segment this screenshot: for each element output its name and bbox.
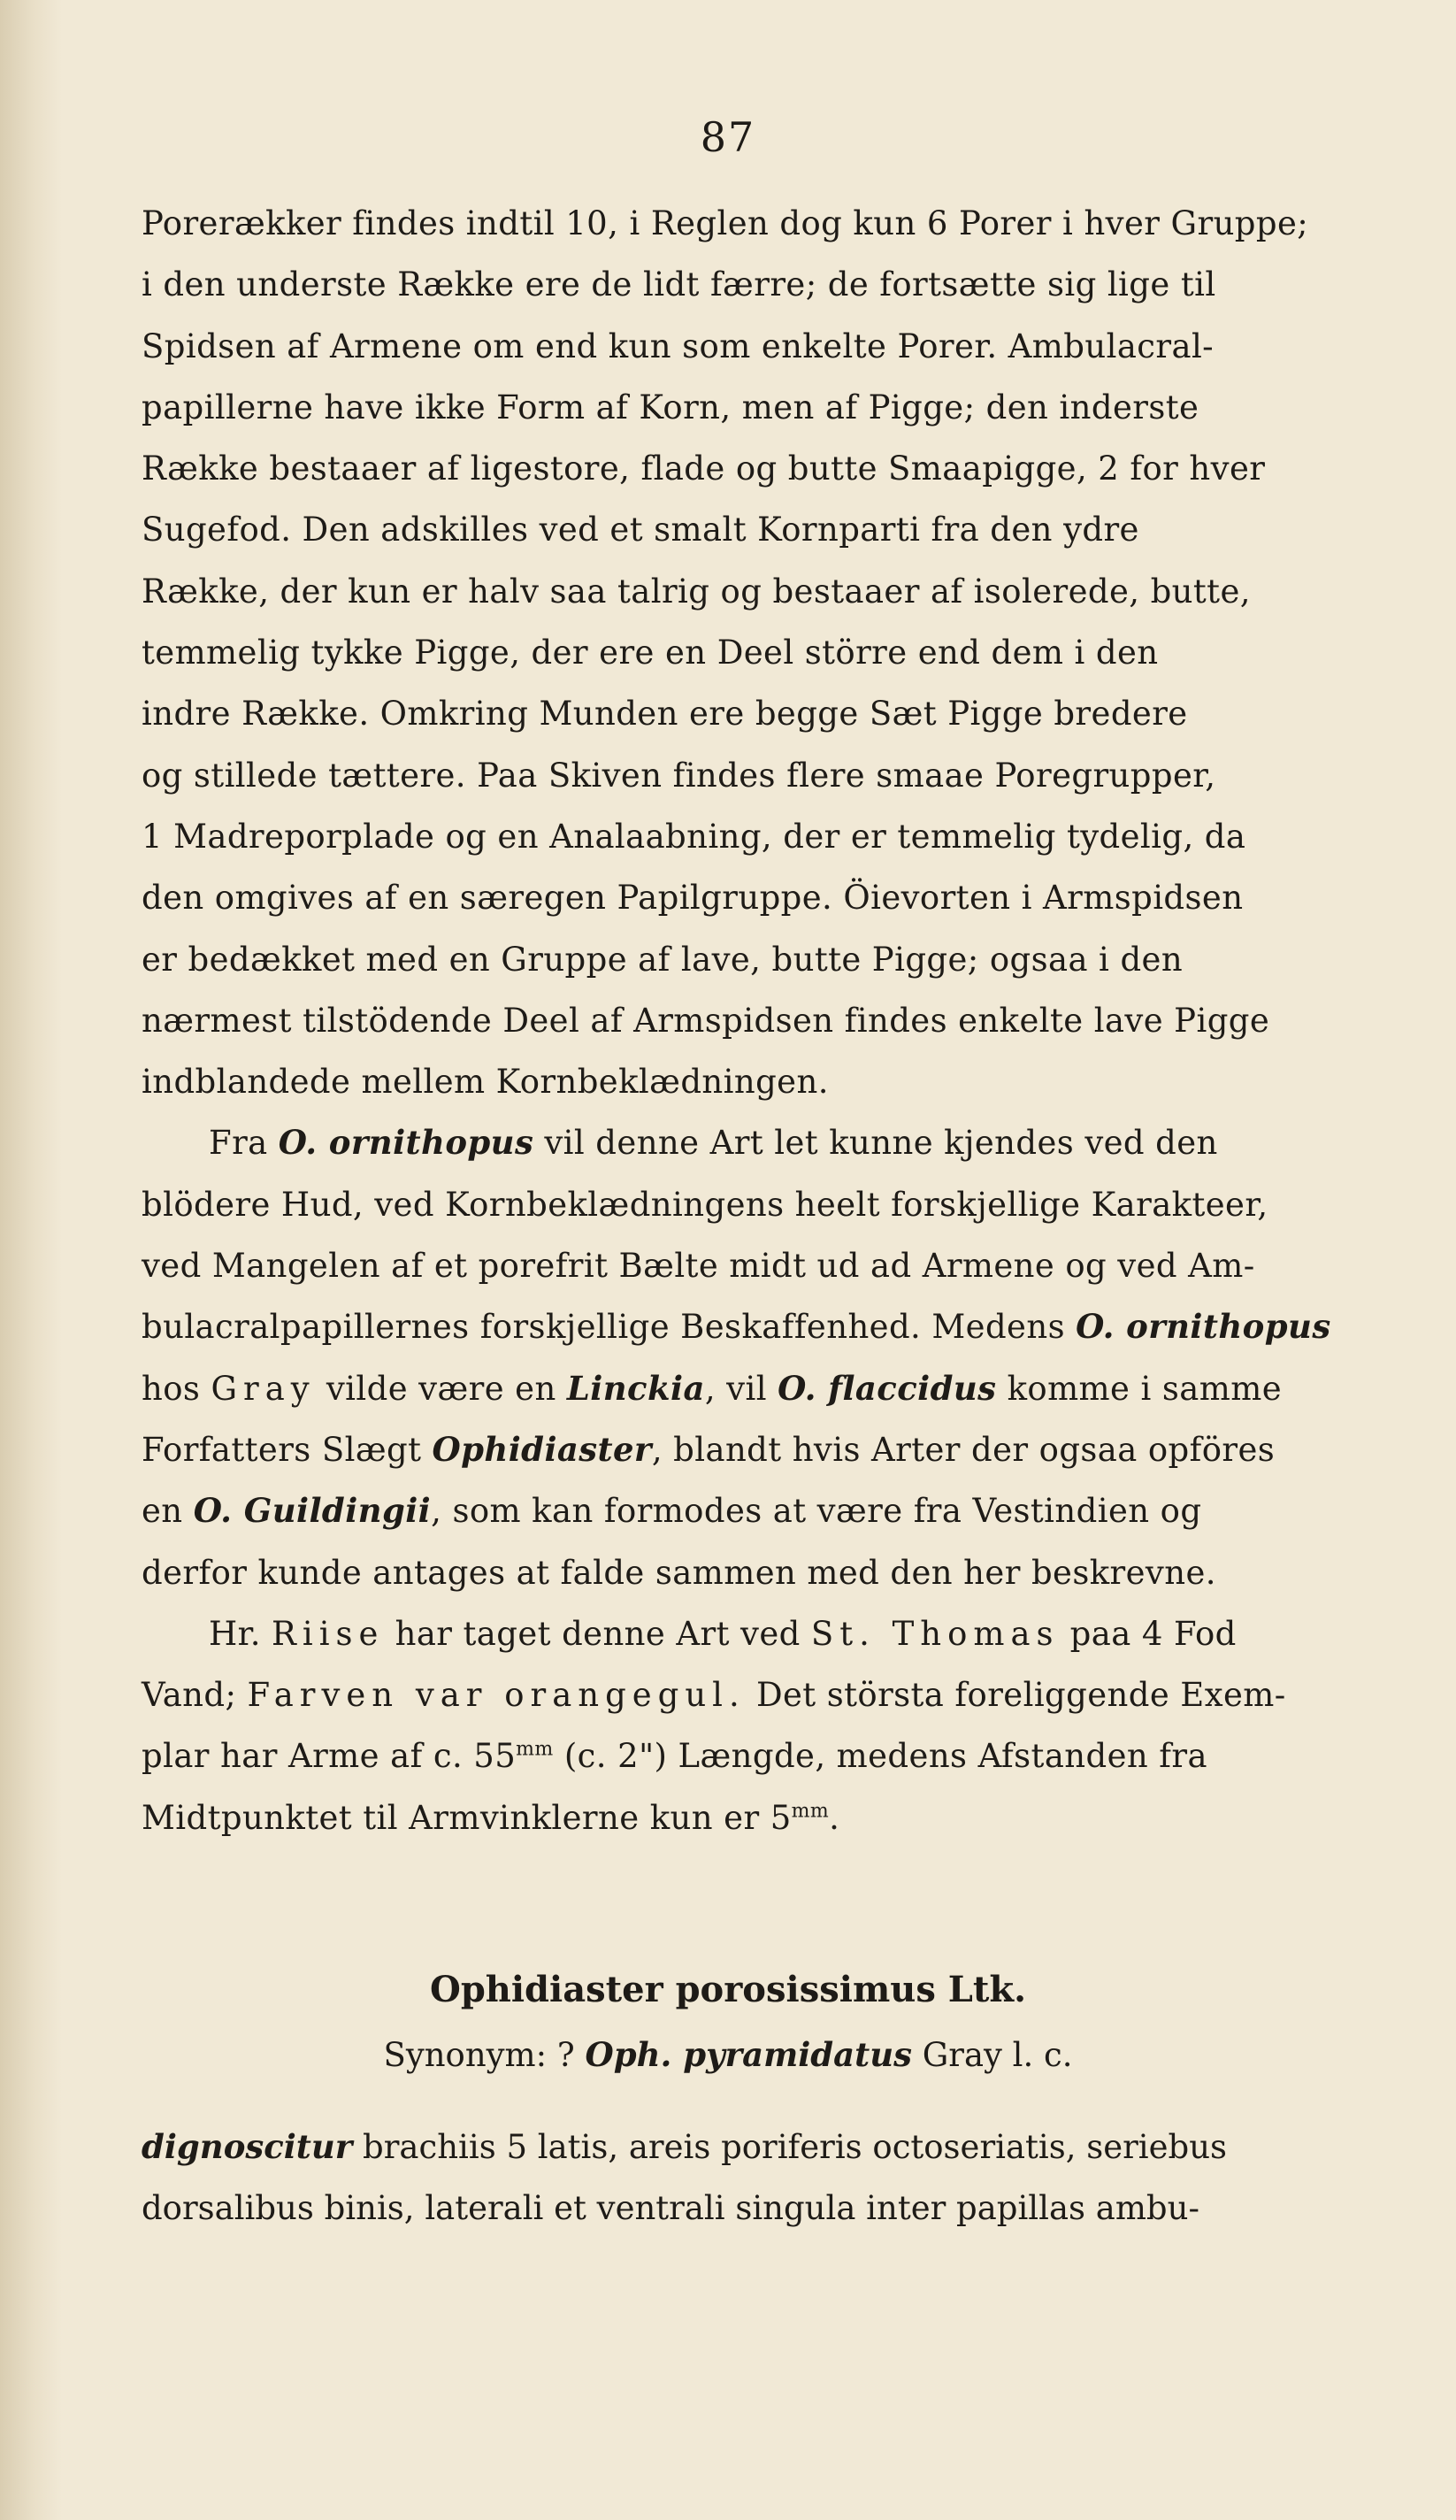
- collector-name: Riise: [272, 1614, 385, 1653]
- text-line: i den underste Række ere de lidt færre; de fortsætte sig lige til: [142, 265, 1216, 304]
- text-line: Række, der kun er halv saa talrig og bestaaer af isolerede, butte,: [142, 572, 1251, 611]
- synonym-line: Synonym: ? Oph. pyramidatus Gray l. c.: [383, 2035, 1073, 2074]
- synonym-name: Oph. pyramidatus: [585, 2035, 912, 2074]
- species-name: O. ornithopus: [278, 1123, 534, 1163]
- text-line: plar har Arme af c. $55^{mm}$ (c. 2") Længde, medens Afstanden fra: [142, 1737, 1207, 1776]
- text-line: nærmest tilstödende Deel af Armspidsen findes enkelte lave Pigge: [142, 1001, 1270, 1040]
- text-line: ved Mangelen af et porefrit Bælte midt ud ad Armene og ved Am-: [142, 1247, 1255, 1286]
- text-line: blödere Hud, ved Kornbeklædningens heelt forskjellige Karakteer,: [142, 1185, 1268, 1224]
- text-line: Spidsen af Armene om end kun som enkelte Porer. Ambulacral-: [142, 327, 1215, 365]
- text-line: og stillede tættere. Paa Skiven findes flere smaae Poregrupper,: [142, 756, 1216, 795]
- text-line: 1 Madreporplade og en Analaabning, der er temmelig tydelig, da: [142, 817, 1246, 856]
- text-line: Række bestaaer af ligestore, flade og butte Smaapigge, 2 for hver: [142, 449, 1266, 488]
- text-line: Forfatters Slægt Ophidiaster, blandt hvis Arter der ogsaa opföres: [142, 1429, 1276, 1469]
- genus-name: Ophidiaster: [432, 1429, 652, 1469]
- unit-superscript: mm: [516, 1739, 554, 1762]
- genus-name: Linckia: [566, 1368, 705, 1408]
- text-line: temmelig tykke Pigge, der ere en Deel större end dem i den: [142, 634, 1159, 672]
- species-heading: Ophidiaster porosissimus Ltk.: [429, 1969, 1027, 2010]
- paragraph: [142, 1603, 1300, 1848]
- text-line: Vand; Farven var orangegul. Det största foreliggende Exem-: [142, 1676, 1286, 1715]
- page-binding-edge: [0, 0, 62, 2520]
- color-note: Farven var orangegul.: [247, 1676, 746, 1715]
- text-line: er bedækket med en Gruppe af lave, butte Pigge; ogsaa i den: [142, 940, 1184, 979]
- text-line: Midtpunktet til Armvinklerne kun er $5^{mm}$.: [142, 1798, 840, 1837]
- text-line: Sugefod. Den adskilles ved et smalt Kornparti fra den ydre: [142, 511, 1139, 549]
- text-line: papillerne have ikke Form af Korn, men af Pigge; den inderste: [142, 388, 1199, 426]
- locality-name: St. Thomas: [810, 1614, 1060, 1653]
- text-line: hos Gray vilde være en Linckia, vil O. flaccidus komme i samme: [142, 1368, 1282, 1408]
- paragraph: [142, 193, 1309, 1112]
- species-name: O. flaccidus: [778, 1368, 997, 1408]
- latin-diagnosis: [142, 2117, 1300, 2239]
- unit-superscript: mm: [791, 1800, 830, 1823]
- text-line: Hr. Riise har taget denne Art ved St. Thomas paa 4 Fod: [209, 1614, 1237, 1653]
- page-number: 87: [700, 113, 756, 161]
- text-line: derfor kunde antages at falde sammen med den her beskrevne.: [142, 1553, 1216, 1592]
- author-name: Gray: [211, 1369, 316, 1408]
- text-line: indblandede mellem Kornbeklædningen.: [142, 1063, 829, 1102]
- paragraph: [142, 1112, 1331, 1602]
- diagnosis-keyword: dignoscitur: [142, 2127, 353, 2166]
- species-name: O. ornithopus: [1076, 1307, 1331, 1347]
- text-line: bulacralpapillernes forskjellige Beskaffenhed. Medens O. ornithopus: [142, 1307, 1331, 1347]
- text-line: indre Række. Omkring Munden ere begge Sæt Pigge bredere: [142, 695, 1188, 734]
- text-line: Porerækker findes indtil 10, i Reglen dog kun 6 Porer i hver Gruppe;: [142, 204, 1309, 242]
- text-line: en O. Guildingii, som kan formodes at være fra Vestindien og: [142, 1491, 1202, 1531]
- body-text: [142, 193, 1331, 1848]
- species-name: O. Guildingii: [193, 1491, 432, 1531]
- text-line: Fra O. ornithopus vil denne Art let kunne kjendes ved den: [209, 1123, 1218, 1163]
- text-line: dignoscitur brachiis 5 latis, areis poriferis octoseriatis, seriebus: [142, 2127, 1228, 2166]
- text-line: den omgives af en særegen Papilgruppe. Öievorten i Armspidsen: [142, 879, 1244, 918]
- text-line: dorsalibus binis, laterali et ventrali singula inter papillas ambu-: [142, 2189, 1199, 2227]
